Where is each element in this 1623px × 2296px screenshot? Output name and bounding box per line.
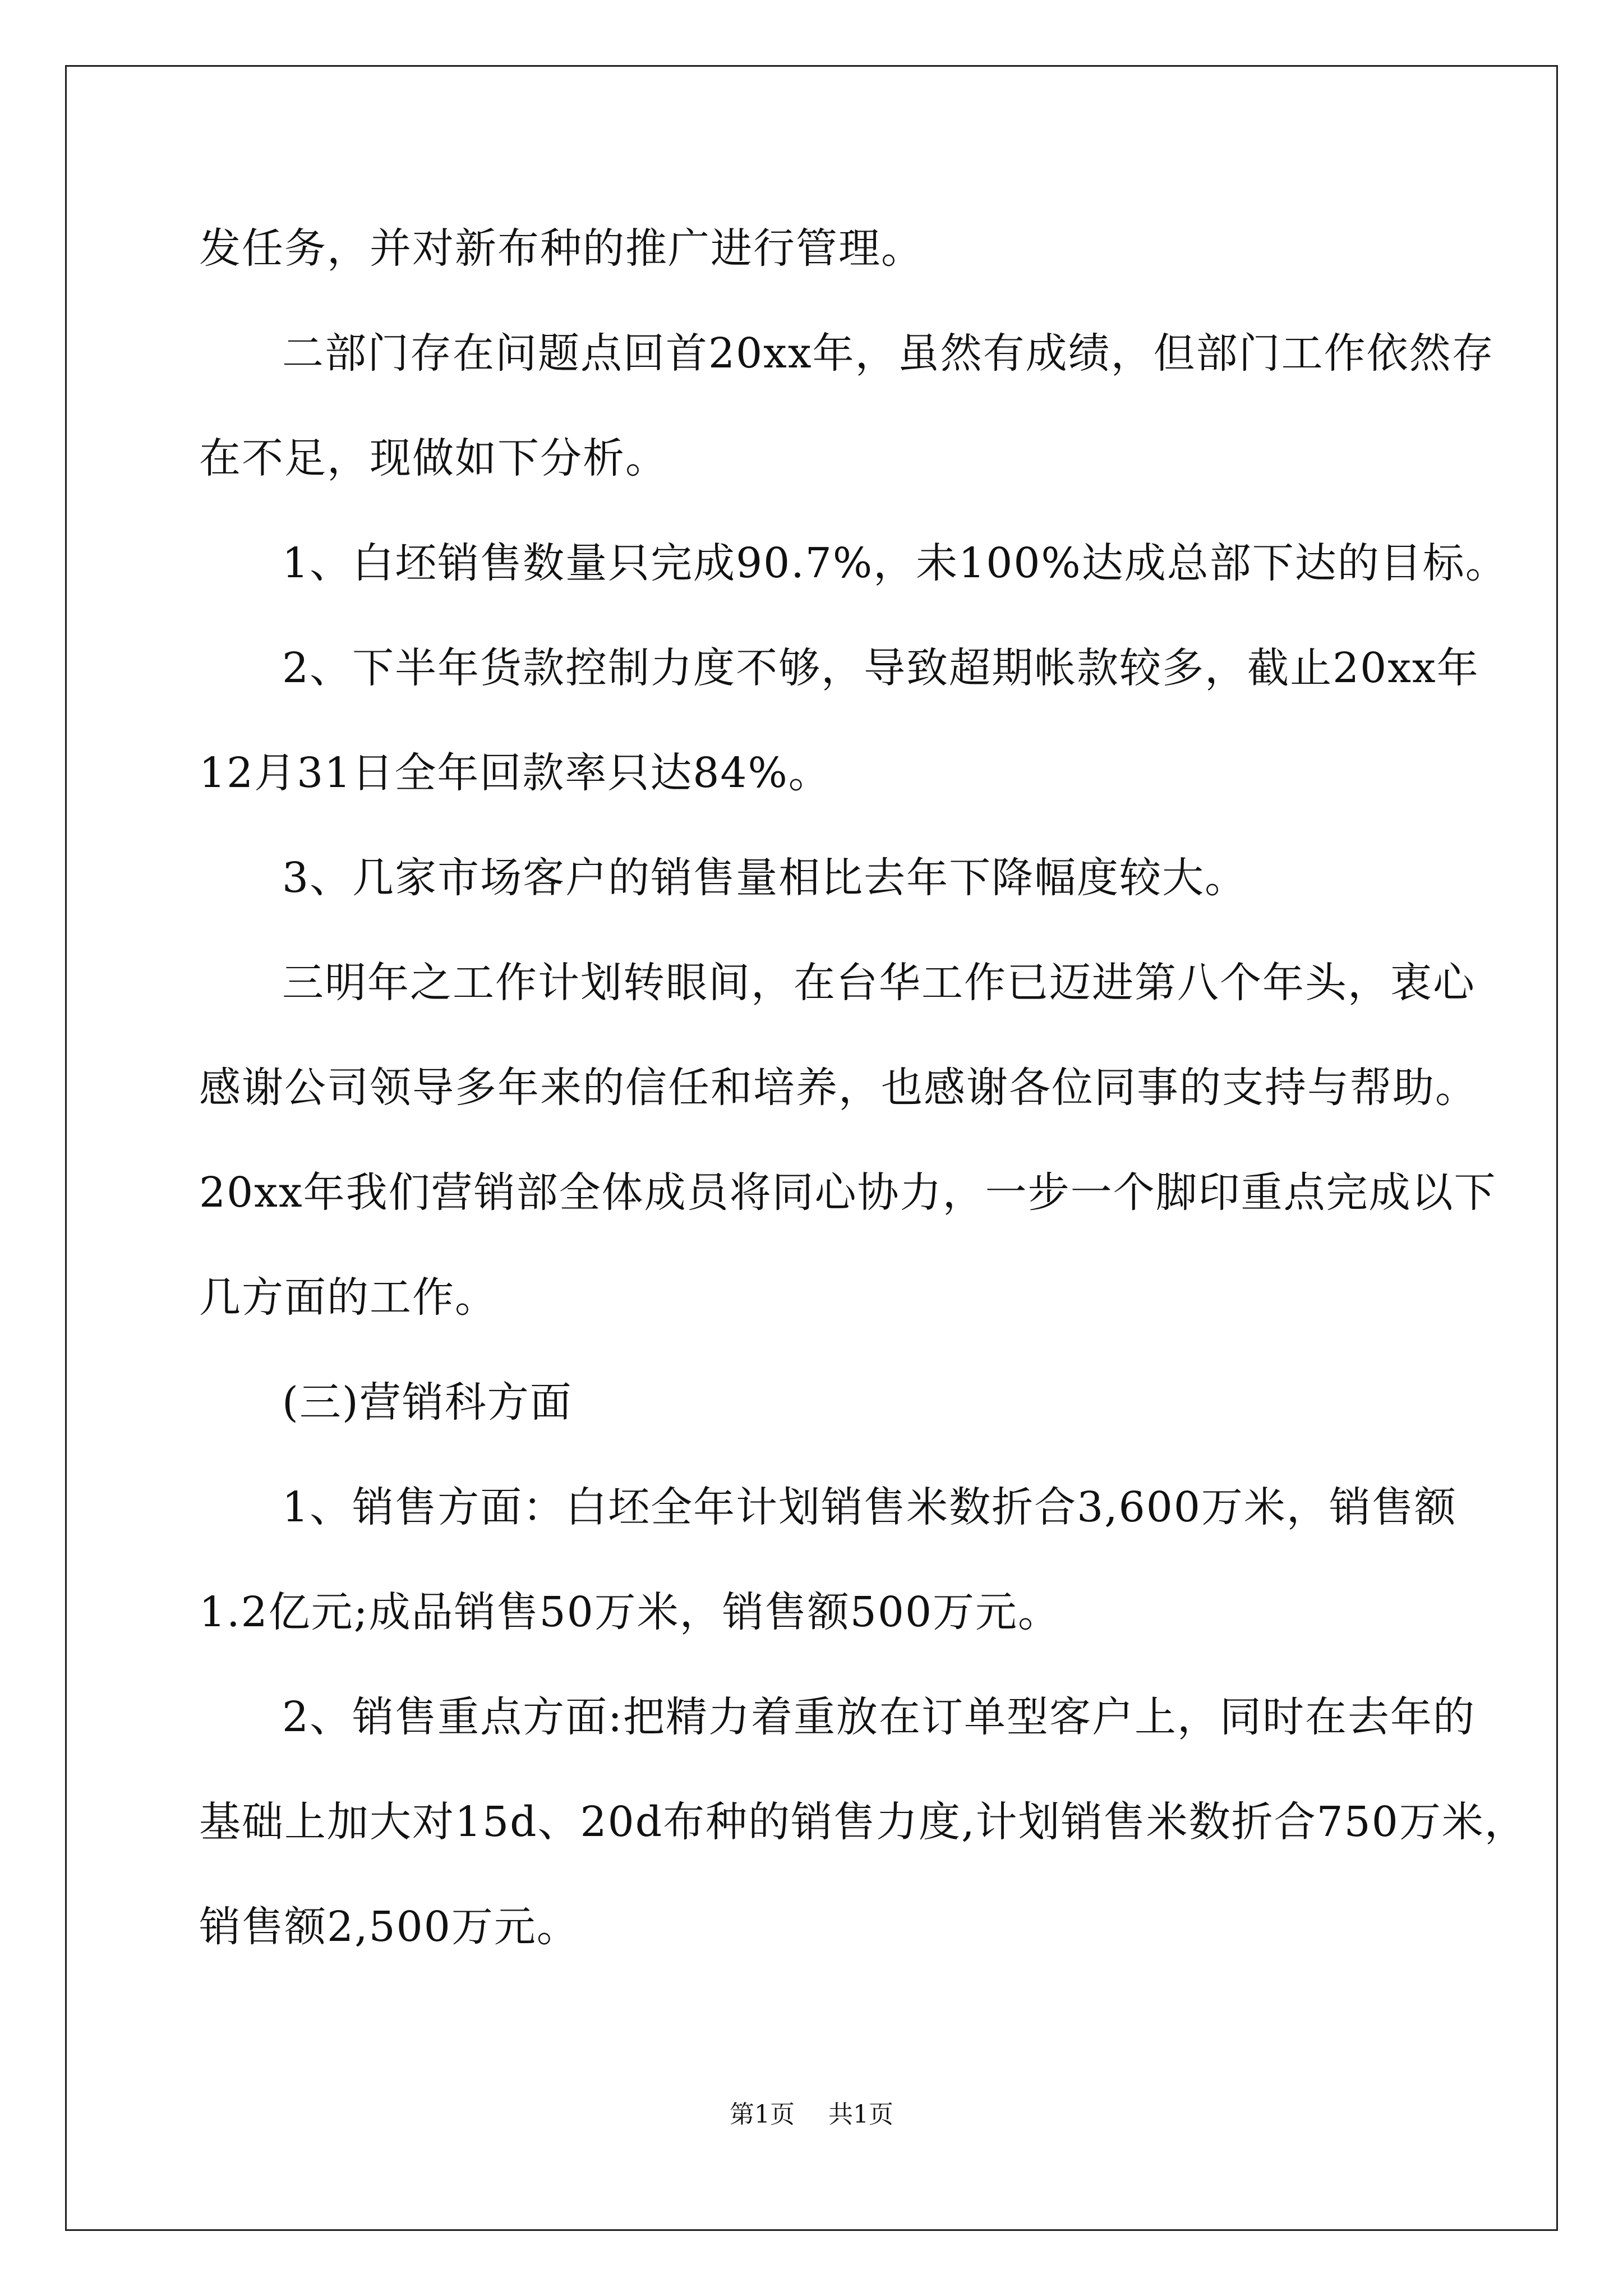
text-line: 3、几家市场客户的销售量相比去年下降幅度较大。 bbox=[282, 854, 1248, 902]
text-line: 12月31日全年回款率只达84%。 bbox=[199, 749, 831, 797]
text-line: 基础上加大对15d、20d布种的销售力度,计划销售米数折合750万米， bbox=[199, 1798, 1527, 1846]
text-line: 1、白坯销售数量只完成90.7%，未100%达成总部下达的目标。 bbox=[282, 539, 1508, 587]
text-line: 感谢公司领导多年来的信任和培养，也感谢各位同事的支持与帮助。 bbox=[199, 1064, 1478, 1112]
text-line: 二部门存在问题点回首20xx年，虽然有成绩，但部门工作依然存 bbox=[282, 329, 1495, 378]
text-line: 几方面的工作。 bbox=[199, 1273, 497, 1322]
text-line: 销售额2,500万元。 bbox=[199, 1903, 579, 1951]
text-line: 三明年之工作计划转眼间，在台华工作已迈进第八个年头，衷心 bbox=[282, 959, 1476, 1007]
page-number: 第1页 bbox=[730, 2100, 795, 2129]
text-line: 发任务，并对新布种的推广进行管理。 bbox=[199, 224, 924, 273]
page-footer bbox=[0, 2098, 1623, 2132]
text-line: 20xx年我们营销部全体成员将同心协力，一步一个脚印重点完成以下 bbox=[199, 1168, 1497, 1217]
text-line: 2、下半年货款控制力度不够，导致超期帐款较多，截止20xx年 bbox=[282, 644, 1479, 692]
document-body bbox=[199, 196, 1527, 1980]
text-line: 2、销售重点方面:把精力着重放在订单型客户上，同时在去年的 bbox=[282, 1693, 1476, 1741]
text-line: 1.2亿元;成品销售50万米，销售额500万元。 bbox=[199, 1588, 1061, 1636]
section-heading: (三)营销科方面 bbox=[282, 1378, 573, 1427]
text-line: 在不足，现做如下分析。 bbox=[199, 434, 668, 482]
page-total: 共1页 bbox=[828, 2100, 893, 2129]
text-line: 1、销售方面：白坯全年计划销售米数折合3,600万米，销售额 bbox=[282, 1483, 1457, 1531]
